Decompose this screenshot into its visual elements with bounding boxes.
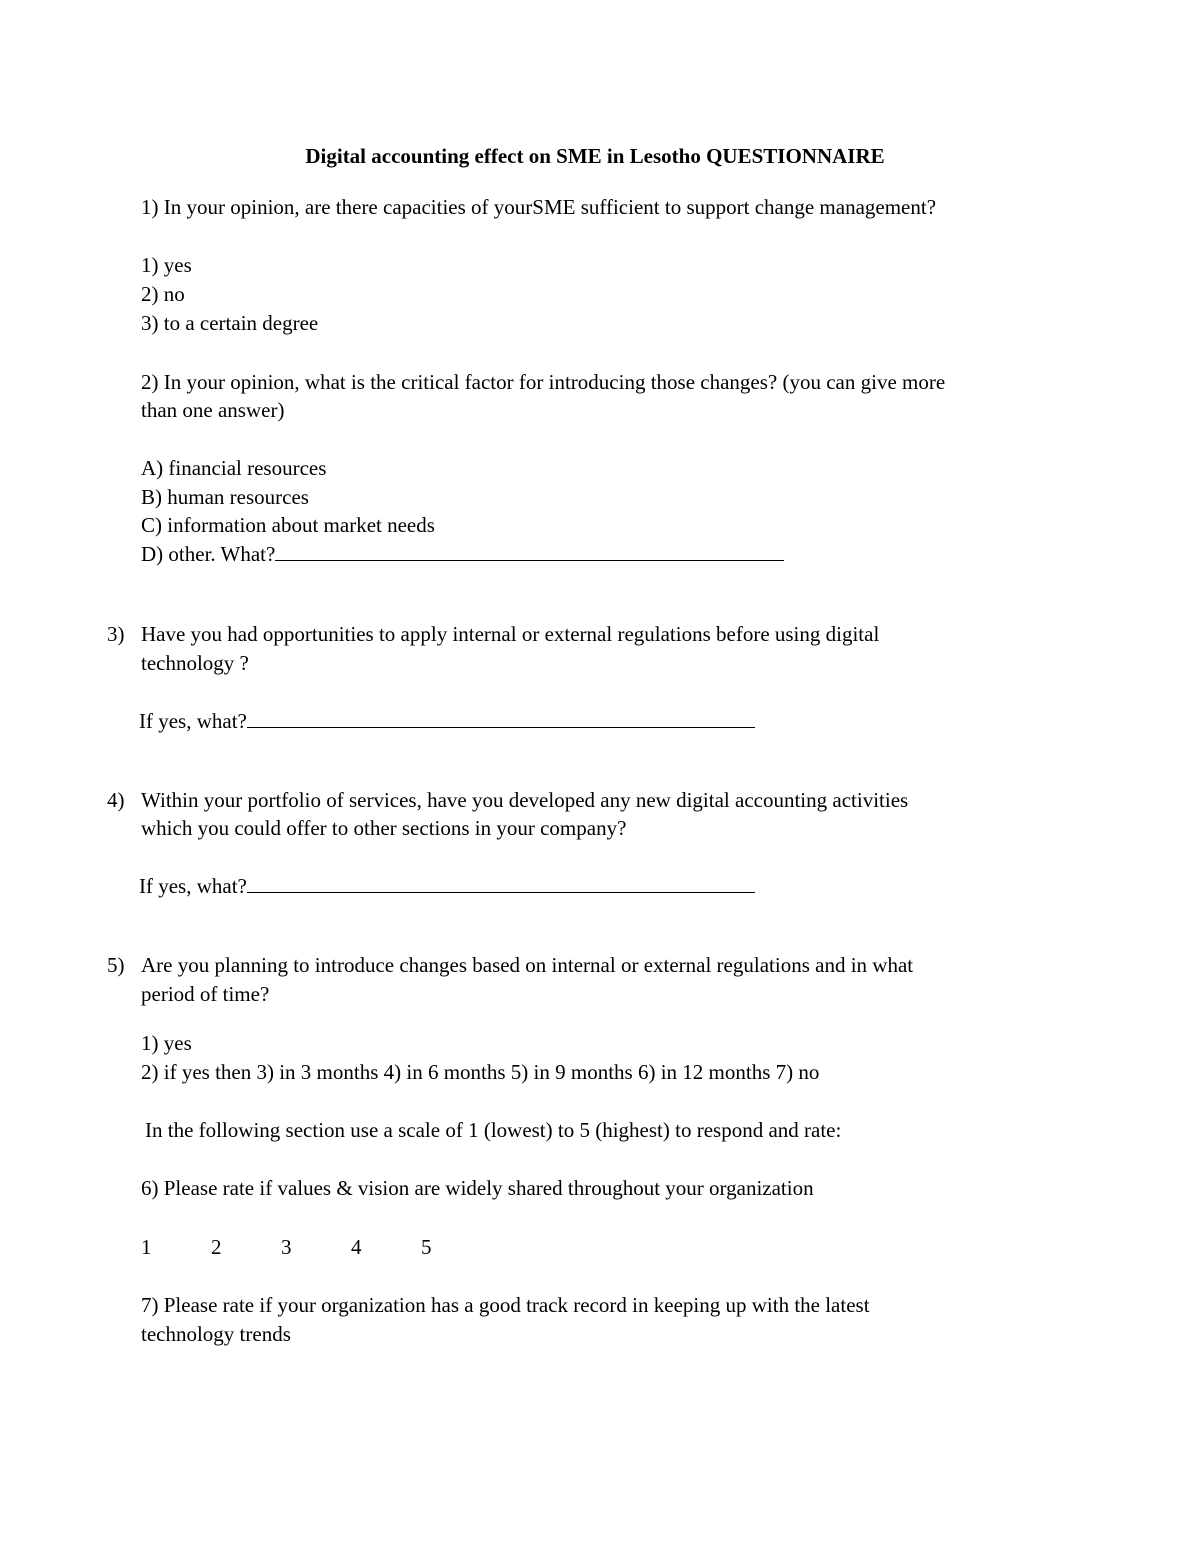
question-1-option-1: 1) yes bbox=[141, 253, 192, 277]
question-5-text-line-1: Are you planning to introduce changes based on internal or external regulations and in what bbox=[141, 953, 914, 977]
question-2-option-d bbox=[141, 540, 784, 569]
rating-option-4[interactable]: 4 bbox=[351, 1235, 362, 1259]
question-4-text-line-1: Within your portfolio of services, have you developed any new digital accounting activities bbox=[141, 788, 909, 812]
rating-option-3[interactable]: 3 bbox=[281, 1235, 292, 1259]
rating-option-2[interactable]: 2 bbox=[211, 1235, 222, 1259]
question-6-rating-scale bbox=[141, 1233, 491, 1262]
question-7-text-line-2: technology trends bbox=[141, 1322, 291, 1346]
scale-instruction: In the following section use a scale of 1 (lowest) to 5 (highest) to respond and rate: bbox=[145, 1118, 842, 1142]
question-2-option-a: A) financial resources bbox=[141, 456, 327, 480]
answer-blank-line[interactable] bbox=[247, 709, 755, 728]
question-3-text-line-2: technology ? bbox=[141, 651, 249, 675]
question-2-option-c: C) information about market needs bbox=[141, 513, 435, 537]
question-4-number: 4) bbox=[107, 788, 125, 812]
question-6-text: 6) Please rate if values & vision are widely shared throughout your organization bbox=[141, 1176, 814, 1200]
question-5-text-line-2: period of time? bbox=[141, 982, 270, 1006]
question-4-followup-label: If yes, what? bbox=[139, 874, 247, 898]
page-title: Digital accounting effect on SME in Lesotho QUESTIONNAIRE bbox=[305, 144, 885, 168]
rating-option-5[interactable]: 5 bbox=[421, 1235, 432, 1259]
question-2-option-d-label: D) other. What? bbox=[141, 542, 276, 566]
question-2-text-line-1: 2) In your opinion, what is the critical factor for introducing those changes? (you can give more bbox=[141, 370, 946, 394]
question-2-text-line-2: than one answer) bbox=[141, 398, 285, 422]
question-5-number: 5) bbox=[107, 953, 125, 977]
question-5-option-2: 2) if yes then 3) in 3 months 4) in 6 months 5) in 9 months 6) in 12 months 7) no bbox=[141, 1060, 820, 1084]
question-3-followup bbox=[139, 707, 755, 736]
question-3-number: 3) bbox=[107, 622, 125, 646]
answer-blank-line[interactable] bbox=[275, 542, 784, 561]
question-5-option-1: 1) yes bbox=[141, 1031, 192, 1055]
question-3-text-line-1: Have you had opportunities to apply internal or external regulations before using digital bbox=[141, 622, 880, 646]
question-1-text: 1) In your opinion, are there capacities of yourSME sufficient to support change management? bbox=[141, 195, 937, 219]
answer-blank-line[interactable] bbox=[247, 874, 755, 893]
question-2-option-b: B) human resources bbox=[141, 485, 309, 509]
rating-option-1[interactable]: 1 bbox=[141, 1235, 152, 1259]
question-4-text-line-2: which you could offer to other sections in your company? bbox=[141, 816, 627, 840]
question-4-followup bbox=[139, 872, 755, 901]
question-1-option-2: 2) no bbox=[141, 282, 185, 306]
question-7-text-line-1: 7) Please rate if your organization has a good track record in keeping up with the latest bbox=[141, 1293, 870, 1317]
question-3-followup-label: If yes, what? bbox=[139, 709, 247, 733]
question-1-option-3: 3) to a certain degree bbox=[141, 311, 319, 335]
